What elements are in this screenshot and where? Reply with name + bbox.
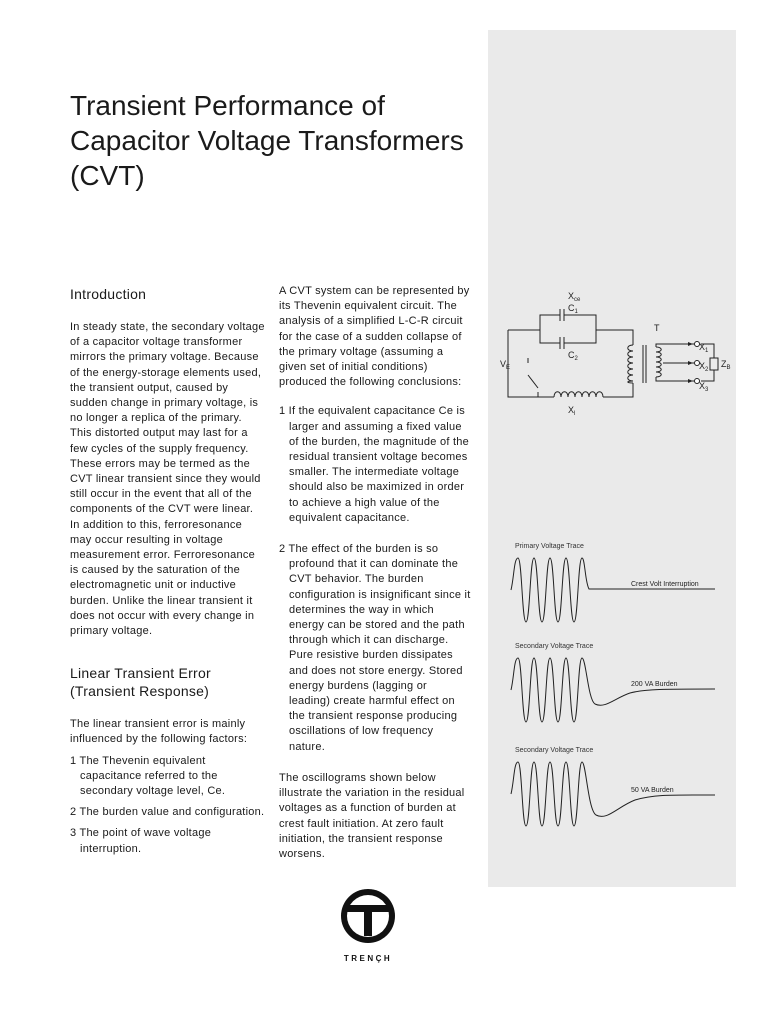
conclusion-item-1: 1 If the equivalent capacitance Ce is larger and assuming a fixed value of the burden, the magnitude of the residual transient voltage becomes smaller. The intermediate voltage should also be maximized in order to achieve a high value of the equivalent capacitance.: [279, 405, 469, 524]
page-title: Transient Performance of Capacitor Voltage Transformers (CVT): [70, 90, 464, 191]
label-x1: $X_1$: [699, 342, 709, 354]
label-x2: $X_2$: [699, 361, 709, 373]
trace-title-secondary-2: Secondary Voltage Trace: [515, 747, 594, 754]
trace-label-crest: Crest Volt Interruption: [631, 581, 699, 588]
cvt-system-paragraph: A CVT system can be represented by its Thevenin equivalent circuit. The analysis of a simplified L-C-R circuit for the case of a sudden collapse of the primary voltage (assuming a given set of initial conditions) produced the following conclusions:: [279, 285, 470, 389]
trace-label-200va: 200 VA Burden: [631, 681, 678, 688]
conclusion-item-2: 2 The effect of the burden is so profound that it can dominate the CVT behavior. The burden configuration is insignificant since it determines the way in which energy can be stored and the path through which it can discharge. Pure resistive burden dissipates and does not store energy. Stored energy burdens (lagging or leading) create harmful effect on the transient response producing oscillations of low frequency nature.: [279, 543, 471, 753]
section-heading-linear-transient: Linear Transient Error (Transient Response): [70, 665, 211, 700]
intro-paragraph: In steady state, the secondary voltage of a capacitor voltage transformer mirrors the primary voltage. Because of the energy-storage elements used, the transient output, caused by sudden change in primary voltage, is no longer a replica of the primary. This distorted output may last for a few cycles of the supply frequency. These errors may be termed as the CVT linear transient since they would still occur in the event that all of the components of the CVT were linear. In addition to this, ferroresonance may occur resulting in voltage measurement error. Ferroresonance is caused by the saturation of the electromagnetic unit or inductive burden. Unlike the linear transient it does not occur with every change in primary voltage.: [70, 321, 265, 638]
factor-item-2: 2 The burden value and configuration.: [70, 806, 265, 819]
trace-label-50va: 50 VA Burden: [631, 787, 674, 794]
trench-logo: [328, 886, 408, 966]
linear-intro-paragraph: The linear transient error is mainly influenced by the following factors:: [70, 718, 248, 746]
label-t: T: [654, 323, 660, 333]
label-c2: $C_2$: [568, 350, 578, 362]
trace-title-primary: Primary Voltage Trace: [515, 543, 584, 550]
column-left: [70, 284, 266, 857]
section-heading-introduction: Introduction: [70, 286, 147, 302]
column-middle: [279, 284, 471, 862]
label-xce: $X_{ce}$: [568, 291, 581, 303]
oscillogram-paragraph: The oscillograms shown below illustrate the variation in the residual voltages as a function of burden at crest fault initiation. At zero fault initiation, the transient response worsens.: [279, 771, 465, 860]
label-ve: $V_E$: [500, 359, 511, 371]
factor-item-3: 3 The point of wave voltage interruption.: [70, 827, 212, 855]
logo-wordmark: TRENÇH: [343, 954, 393, 963]
secondary-voltage-trace-200va: [495, 638, 730, 730]
trace-title-secondary-1: Secondary Voltage Trace: [515, 643, 594, 650]
primary-voltage-trace: [495, 538, 730, 630]
secondary-voltage-trace-50va: [495, 742, 730, 834]
label-x3: $X_3$: [699, 381, 709, 393]
label-c1: $C_1$: [568, 303, 578, 315]
thevenin-circuit-diagram: [488, 285, 736, 425]
label-xl: $X_l$: [568, 405, 576, 417]
label-zb: $Z_B$: [721, 359, 731, 371]
factor-item-1: 1 The Thevenin equivalent capacitance referred to the secondary voltage level, Ce.: [70, 754, 226, 798]
